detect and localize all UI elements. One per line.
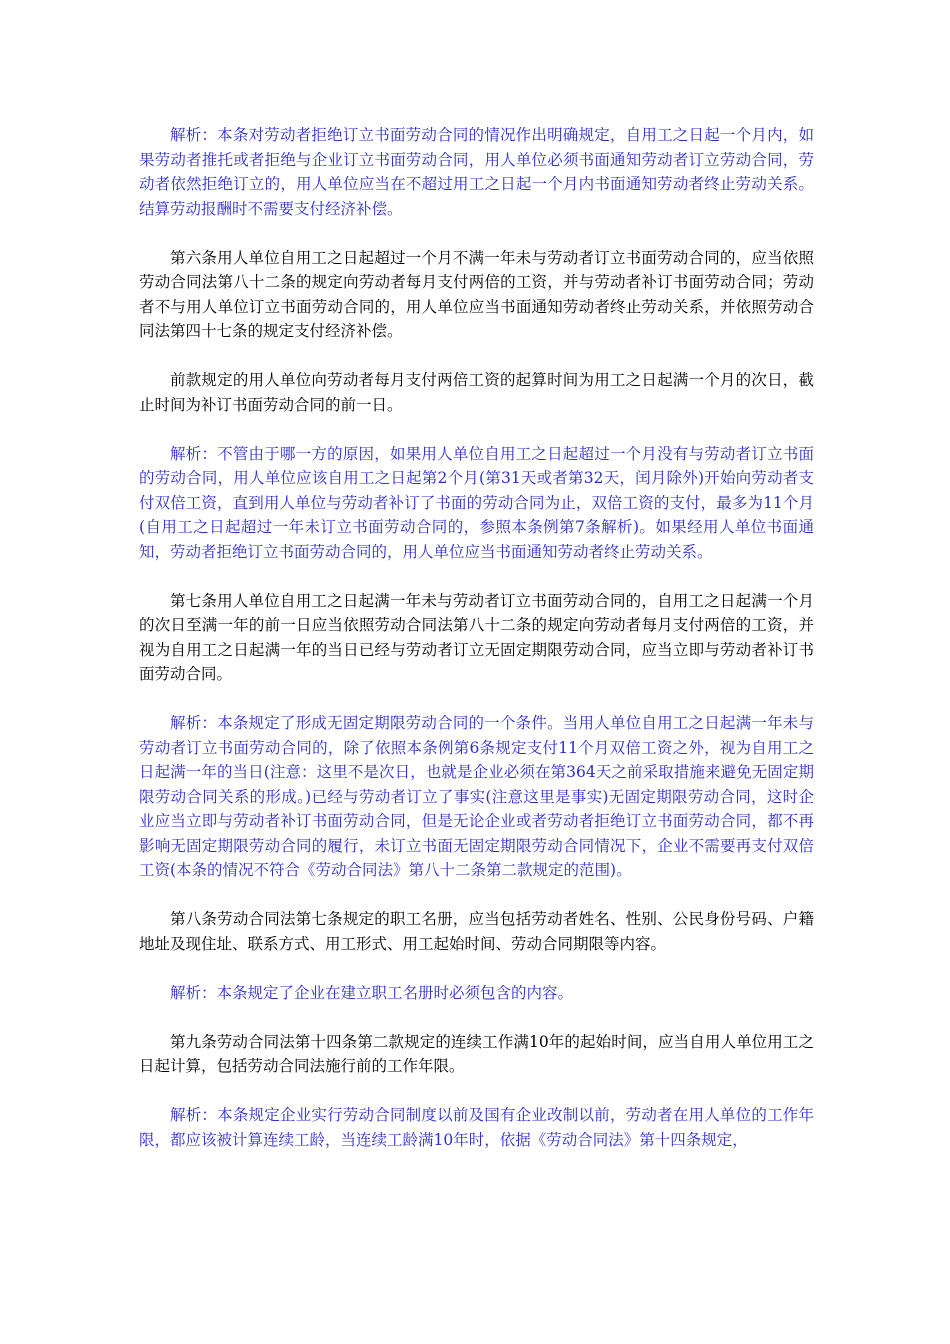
document-page xyxy=(139,123,814,1177)
analysis-article-9-paragraph: 解析：本条规定企业实行劳动合同制度以前及国有企业改制以前，劳动者在用人单位的工作年限，都应该被计算连续工龄，当连续工龄满10年时，依据《劳动合同法》第十四条规定， xyxy=(139,1106,814,1149)
article-7-paragraph: 第七条用人单位自用工之日起满一年未与劳动者订立书面劳动合同的，自用工之日起满一个月的次日至满一年的前一日应当依照劳动合同法第八十二条的规定向劳动者每月支付两倍的工资，并视为自用工之日起满一年的当日已经与劳动者订立无固定期限劳动合同，应当立即与劳动者补订书面劳动合同。 xyxy=(139,591,814,683)
analysis-article-6-paragraph: 解析：不管由于哪一方的原因，如果用人单位自用工之日起超过一个月没有与劳动者订立书面的劳动合同，用人单位应该自用工之日起第2个月(第31天或者第32天，闰月除外)开始向劳动者支付双倍工资，直到用人单位与劳动者补订了书面的劳动合同为止，双倍工资的支付，最多为11个月(自用工之日起超过一年未订立书面劳动合同的，参照本条例第7条解析)。如果经用人单位书面通知，劳动者拒绝订立书面劳动合同的，用人单位应当书面通知劳动者终止劳动关系。 xyxy=(139,444,814,561)
article-9-paragraph: 第九条劳动合同法第十四条第二款规定的连续工作满10年的起始时间，应当自用人单位用工之日起计算，包括劳动合同法施行前的工作年限。 xyxy=(139,1032,814,1075)
analysis-article-8-paragraph: 解析：本条规定了企业在建立职工名册时必须包含的内容。 xyxy=(170,983,574,1002)
article-8-paragraph: 第八条劳动合同法第七条规定的职工名册，应当包括劳动者姓名、性别、公民身份号码、户籍地址及现住址、联系方式、用工形式、用工起始时间、劳动合同期限等内容。 xyxy=(139,910,814,953)
analysis-article-7-paragraph: 解析：本条规定了形成无固定期限劳动合同的一个条件。当用人单位自用工之日起满一年未与劳动者订立书面劳动合同的，除了依照本条例第6条规定支付11个月双倍工资之外，视为自用工之日起满一年的当日(注意：这里不是次日，也就是企业必须在第364天之前采取措施来避免无固定期限劳动合同关系的形成。)已经与劳动者订立了事实(注意这里是事实)无固定期限劳动合同，这时企业应当立即与劳动者补订书面劳动合同，但是无论企业或者劳动者拒绝订立书面劳动合同，都不再影响无固定期限劳动合同的履行，未订立书面无固定期限劳动合同情况下，企业不需要再支付双倍工资(本条的情况不符合《劳动合同法》第八十二条第二款规定的范围)。 xyxy=(139,714,814,879)
article-6-clause-paragraph: 前款规定的用人单位向劳动者每月支付两倍工资的起算时间为用工之日起满一个月的次日，截止时间为补订书面劳动合同的前一日。 xyxy=(139,371,814,414)
article-6-paragraph: 第六条用人单位自用工之日起超过一个月不满一年未与劳动者订立书面劳动合同的，应当依照劳动合同法第八十二条的规定向劳动者每月支付两倍的工资，并与劳动者补订书面劳动合同；劳动者不与用人单位订立书面劳动合同的，用人单位应当书面通知劳动者终止劳动关系，并依照劳动合同法第四十七条的规定支付经济补偿。 xyxy=(139,248,814,340)
analysis-paragraph: 解析：本条对劳动者拒绝订立书面劳动合同的情况作出明确规定，自用工之日起一个月内，如果劳动者推托或者拒绝与企业订立书面劳动合同，用人单位必须书面通知劳动者订立劳动合同，劳动者依然拒绝订立的，用人单位应当在不超过用工之日起一个月内书面通知劳动者终止劳动关系。结算劳动报酬时不需要支付经济补偿。 xyxy=(139,126,814,218)
